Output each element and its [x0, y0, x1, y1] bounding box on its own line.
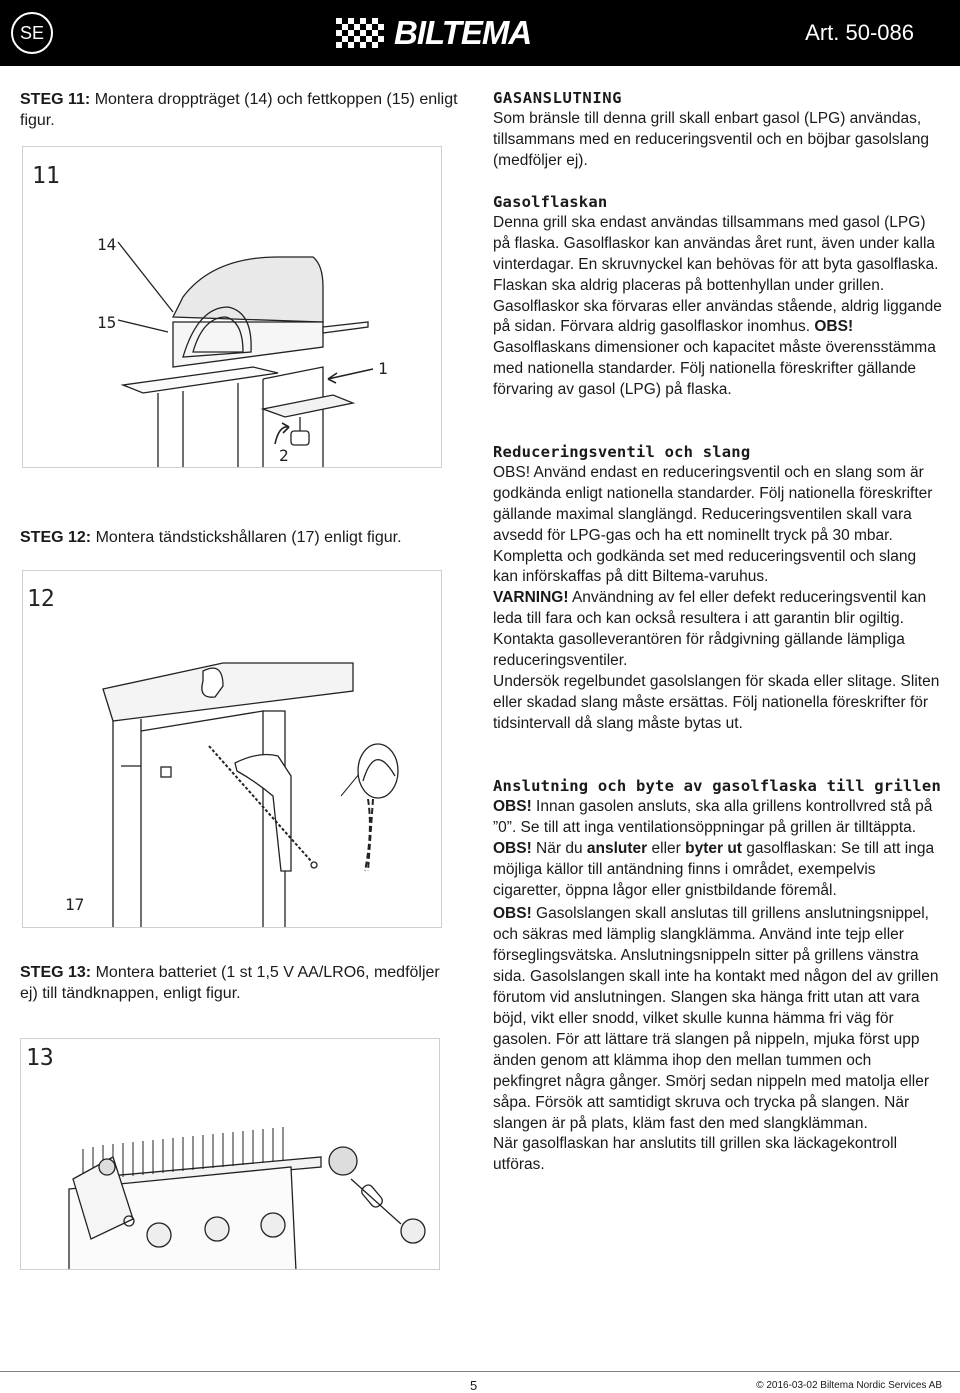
connect-text-2a: När du [531, 839, 587, 857]
connect-text-2b: eller [647, 839, 686, 857]
gas-bottle-obs: OBS! [814, 318, 854, 336]
brand-logo [336, 14, 600, 51]
gas-intro: Som bränsle till denna grill skall enbart gasol (LPG) användas, tillsammans med en reduceringsventil och en böjbar gasolslang (medföljer ej). [493, 109, 929, 169]
brand-name: BILTEMA [394, 14, 532, 51]
connect-obs-3: OBS! [493, 905, 532, 923]
checkered-flag-icon [336, 18, 388, 48]
figure-11-number: 11 [32, 163, 60, 189]
connect-heading: Anslutning och byte av gasolflaska till grillen [493, 777, 941, 795]
connect-text-3: Gasolslangen skall anslutas till grillens anslutningsnippel, och säkras med lämplig slangklämma. Använd inte tejp eller förseglingsvätska. Anslutningsnippeln sitter på grillens vänstra sida. Gasolslangen skall inte ha kontakt med någon del av grillen förutom vid anslutningen. Slangen ska hänga fritt utan att vara böjd, vikt eller snodd, vilket skulle kunna hämma fri väg för gasolen. För att lättare trä slangen på nippeln, mjuka först upp änden genom att klämma ihop den mellan tummen och pekfingret några gånger. Smörj sedan nippeln med matolja eller såpa. Försök att samtidigt skruva och trycka på slangen. När slangen är på plats, kläm fast den med slangklämman. [493, 905, 939, 1132]
connect-para-4: När gasolflaskan har anslutits till grillen ska läckagekontroll utföras. [493, 1135, 898, 1174]
article-number: Art. 50-086 [805, 20, 914, 45]
page-number: 5 [470, 1378, 478, 1393]
connect-para-2 [493, 839, 943, 902]
gas-bottle-text-b: Gasolflaskans dimensioner och kapacitet måste överensstämma med nationella standarder. Följ nationella föreskrifter gällande förvaring av gasol (LPG) på flaska. [493, 339, 936, 399]
gas-bottle-heading: Gasolflaskan [493, 193, 608, 211]
callout-15: 15 [97, 313, 117, 332]
gas-bottle-text-a: Denna grill ska endast användas tillsammans med gasol (LPG) på flaska. Gasolflaskor kan användas året runt, även under kalla vinterdagar. En skruvnyckel kan behövas för att byta gasolflaska. Flaskan ska aldrig placeras på bottenhyllan under grillen. Gasolflaskor ska förvaras eller användas stående, aldrig liggande på sidan. Förvara aldrig gasolflaskor inomhus. [493, 213, 942, 336]
valve-warning [493, 588, 943, 672]
connect-text-2c: gasolflaskan: Se till att inga möjliga källor till antändning finns i området, exempelvis cigaretter, öppna lågor eller gnistbildande föremål. [493, 839, 935, 899]
callout-1: 1 [378, 359, 388, 378]
valve-heading: Reduceringsventil och slang [493, 443, 751, 461]
connect-bold-ansluter: ansluter [586, 839, 648, 857]
step-11-text: Montera droppträget (14) och fettkoppen (15) enligt figur. [20, 91, 458, 129]
callout-14: 14 [97, 235, 117, 254]
valve-text-a: OBS! Använd endast en reduceringsventil och en slang som är godkända enligt nationella standarder. Följ nationella föreskrifter gällande maximal slanglängd. Reduceringsventilen skall vara avsedd för LPG-gas och ha ett nominellt tryck på 30 mbar. Kompletta och godkända set med reduceringsventil och slang kan införskaffas på ditt Biltema-varuhus. [493, 463, 933, 586]
step-11-label: STEG 11: [20, 91, 91, 108]
valve-text-b: Användning av fel eller defekt reduceringsventil kan leda till fara och kan också resultera i att garantin blir ogiltig. Kontakta gasolleverantören för rådgivning gällande lämpliga reduceringsventiler. [493, 589, 927, 670]
gas-bottle-body [493, 213, 943, 401]
step-11-title [20, 89, 460, 131]
match-holder-illustration [23, 571, 442, 928]
grill-drip-tray-illustration [23, 147, 442, 468]
figure-11 [22, 146, 442, 468]
connect-obs-2: OBS! [493, 839, 532, 857]
gas-bottle-section [493, 192, 943, 401]
step-13-title [20, 962, 460, 1004]
step-12-label: STEG 12: [20, 529, 92, 546]
gas-connection-section [493, 88, 943, 172]
connect-section [493, 776, 943, 1176]
figure-13-number: 13 [26, 1045, 54, 1071]
connect-bold-byter-ut: byter ut [685, 839, 742, 857]
battery-ignition-illustration [21, 1039, 440, 1270]
callout-17: 17 [65, 895, 85, 914]
figure-12 [22, 570, 442, 928]
step-13-label: STEG 13: [20, 964, 92, 981]
page-header [0, 0, 960, 66]
gas-heading: GASANSLUTNING [493, 89, 623, 107]
step-12-text: Montera tändstickshållaren (17) enligt figur. [91, 529, 402, 546]
figure-13 [20, 1038, 440, 1270]
valve-section [493, 442, 943, 735]
valve-warning-label: VARNING! [493, 589, 569, 607]
language-badge: SE [11, 12, 53, 54]
valve-text-c: Undersök regelbundet gasolslangen för skada eller slitage. Sliten eller skadad slang måste ersättas. Följ nationella föreskrifter för tidsintervall då slang måste bytas ut. [493, 672, 940, 732]
connect-para-1 [493, 797, 943, 839]
connect-text-1: Innan gasolen ansluts, ska alla grillens kontrollvred stå på ”0”. Se till att inga ventilationsöppningar på grillen är tilltäppta. [493, 797, 933, 836]
figure-12-number: 12 [27, 586, 55, 612]
connect-para-3 [493, 904, 943, 1134]
connect-obs-1: OBS! [493, 797, 532, 815]
step-13-text: Montera batteriet (1 st 1,5 V AA/LRO6, medföljer ej) till tändknappen, enligt figur. [20, 964, 440, 1002]
copyright: © 2016-03-02 Biltema Nordic Services AB [756, 1380, 942, 1391]
callout-2: 2 [279, 446, 289, 465]
step-12-title [20, 527, 460, 548]
